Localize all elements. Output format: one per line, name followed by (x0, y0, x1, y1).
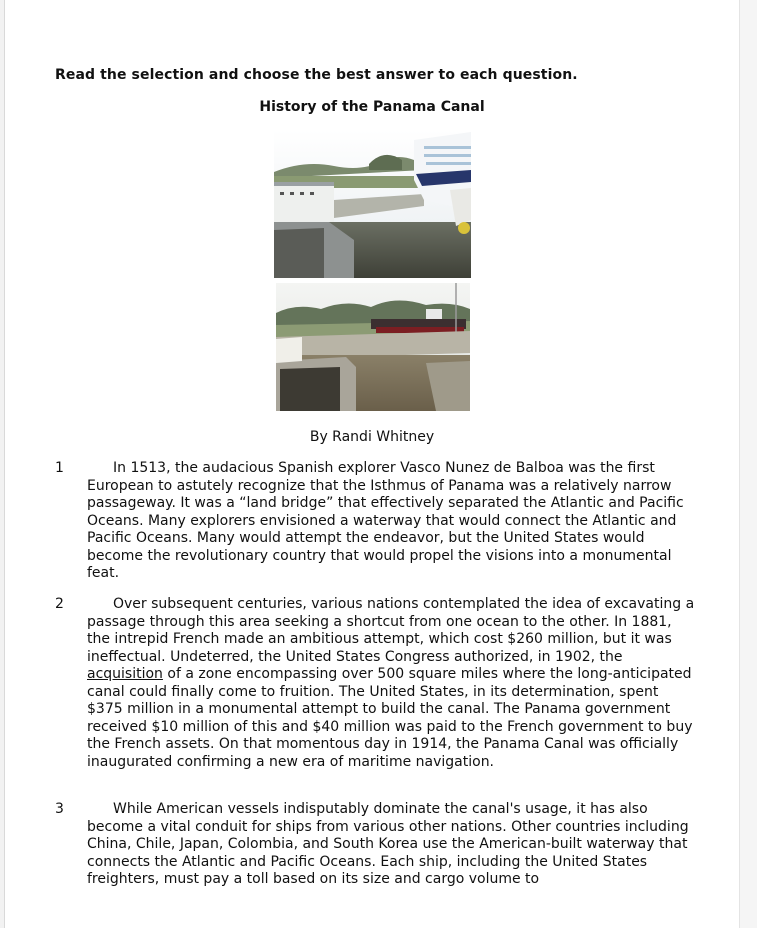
paragraph-1 (55, 460, 695, 583)
passage-title: History of the Panama Canal (259, 99, 485, 115)
author-byline: By Randi Whitney (309, 429, 435, 445)
paragraph-text-part: of a zone encompassing over 500 square miles where the long-anticipated canal could finally come to fruition. The United States, in its determination, spent $375 million in a monumental attempt to build the canal. The Panama government received $10 million of this and $40 million was paid to the French government to buy the French assets. On that momentous day in 1914, the Panama Canal was officially inaugurated confirming a new era of maritime navigation. (87, 666, 693, 770)
vertical-scrollbar[interactable] (739, 0, 757, 928)
canal-lock-cruise-ship-image (274, 130, 471, 278)
paragraph-3 (55, 801, 695, 889)
instructions-text: Read the selection and choose the best answer to each question. (55, 67, 578, 83)
paragraph-text-part: Over subsequent centuries, various nations contemplated the idea of excavating a passage through this area seeking a shortcut from one ocean to the other. In 1881, the intrepid French made an ambitious attempt, which cost $260 million, but it was ineffectual. Undeterred, the United States Congress authorized, in 1902, the (87, 596, 695, 665)
canal-lock-freighter-image (276, 283, 470, 411)
paragraph-2 (55, 596, 695, 771)
paragraph-number: 2 (55, 596, 64, 612)
paragraph-number: 3 (55, 801, 64, 817)
reading-page (4, 0, 740, 928)
paragraph-text (87, 596, 695, 771)
canal-lock-freighter-photo (276, 283, 470, 411)
paragraph-text: While American vessels indisputably dominate the canal's usage, it has also become a vital conduit for ships from various other nations. Other countries including China, Chile, Japan, Colombia, and South Korea use the American-built waterway that connects the Atlantic and Pacific Oceans. Each ship, including the United States freighters, must pay a toll based on its size and cargo volume to (87, 801, 689, 887)
canal-lock-cruise-ship-photo (274, 130, 471, 278)
underlined-vocabulary-word: acquisition (87, 666, 163, 682)
paragraph-number: 1 (55, 460, 64, 476)
paragraph-text: In 1513, the audacious Spanish explorer Vasco Nunez de Balboa was the first European to astutely recognize that the Isthmus of Panama was a relatively narrow passageway. It was a “land bridge” that effectively separated the Atlantic and Pacific Oceans. Many explorers envisioned a waterway that would connect the Atlantic and Pacific Oceans. Many would attempt the endeavor, but the United States would become the revolutionary country that would propel the visions into a monumental feat. (87, 460, 684, 581)
